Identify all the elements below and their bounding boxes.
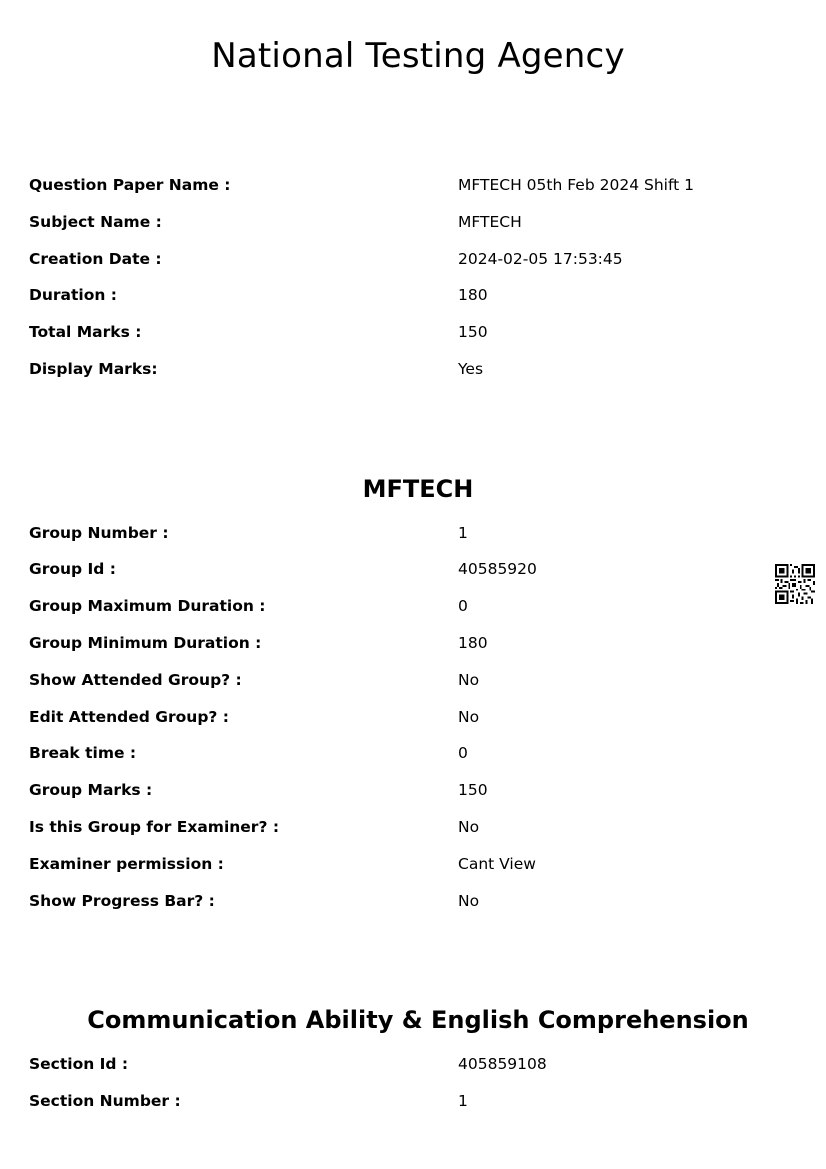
- group-value: 40585920: [458, 560, 537, 578]
- page-title: National Testing Agency: [211, 36, 625, 76]
- group-row-progress-bar: [0, 889, 826, 913]
- group-value: 1: [458, 524, 468, 542]
- group-value: Cant View: [458, 855, 536, 873]
- group-value: No: [458, 818, 480, 836]
- info-row-duration: [0, 283, 826, 307]
- group-value: 150: [458, 781, 488, 799]
- info-label: Total Marks :: [29, 323, 142, 341]
- info-row-total-marks: [0, 320, 826, 344]
- qr-code-icon: [775, 564, 815, 604]
- group-row-for-examiner: [0, 815, 826, 839]
- group-row-show-attended: [0, 668, 826, 692]
- group-heading: MFTECH: [362, 475, 474, 503]
- group-row-examiner-permission: [0, 852, 826, 876]
- group-value: 0: [458, 597, 468, 615]
- group-label: Group Number :: [29, 524, 169, 542]
- group-label: Break time :: [29, 744, 137, 762]
- group-value: No: [458, 708, 480, 726]
- group-row-marks: [0, 778, 826, 802]
- group-row-id: [0, 557, 826, 581]
- info-value: 180: [458, 286, 488, 304]
- info-value: Yes: [458, 360, 484, 378]
- group-value: 180: [458, 634, 488, 652]
- info-label: Duration :: [29, 286, 118, 304]
- group-row-break-time: [0, 741, 826, 765]
- info-label: Display Marks:: [29, 360, 158, 378]
- section-label: Section Id :: [29, 1055, 129, 1073]
- group-row-edit-attended: [0, 705, 826, 729]
- group-value: 0: [458, 744, 468, 762]
- section-value: 1: [458, 1092, 468, 1110]
- group-label: Show Progress Bar? :: [29, 892, 215, 910]
- section-heading: Communication Ability & English Comprehension: [87, 1006, 749, 1034]
- section-row-id: [0, 1052, 826, 1076]
- info-label: Subject Name :: [29, 213, 162, 231]
- group-label: Examiner permission :: [29, 855, 224, 873]
- section-label: Section Number :: [29, 1092, 181, 1110]
- group-row-min-duration: [0, 631, 826, 655]
- group-label: Is this Group for Examiner? :: [29, 818, 280, 836]
- group-row-number: [0, 521, 826, 545]
- info-label: Question Paper Name :: [29, 176, 231, 194]
- info-value: 150: [458, 323, 488, 341]
- info-value: 2024-02-05 17:53:45: [458, 250, 623, 268]
- group-label: Show Attended Group? :: [29, 671, 242, 689]
- group-label: Edit Attended Group? :: [29, 708, 229, 726]
- group-label: Group Id :: [29, 560, 116, 578]
- info-label: Creation Date :: [29, 250, 162, 268]
- info-value: MFTECH 05th Feb 2024 Shift 1: [458, 176, 694, 194]
- group-value: No: [458, 892, 480, 910]
- info-row-subject-name: [0, 210, 826, 234]
- section-row-number: [0, 1089, 826, 1113]
- info-row-display-marks: [0, 357, 826, 381]
- info-row-question-paper-name: [0, 173, 826, 197]
- group-label: Group Marks :: [29, 781, 153, 799]
- group-label: Group Maximum Duration :: [29, 597, 266, 615]
- info-value: MFTECH: [458, 213, 522, 231]
- group-label: Group Minimum Duration :: [29, 634, 262, 652]
- info-row-creation-date: [0, 247, 826, 271]
- section-value: 405859108: [458, 1055, 547, 1073]
- group-value: No: [458, 671, 480, 689]
- group-row-max-duration: [0, 594, 826, 618]
